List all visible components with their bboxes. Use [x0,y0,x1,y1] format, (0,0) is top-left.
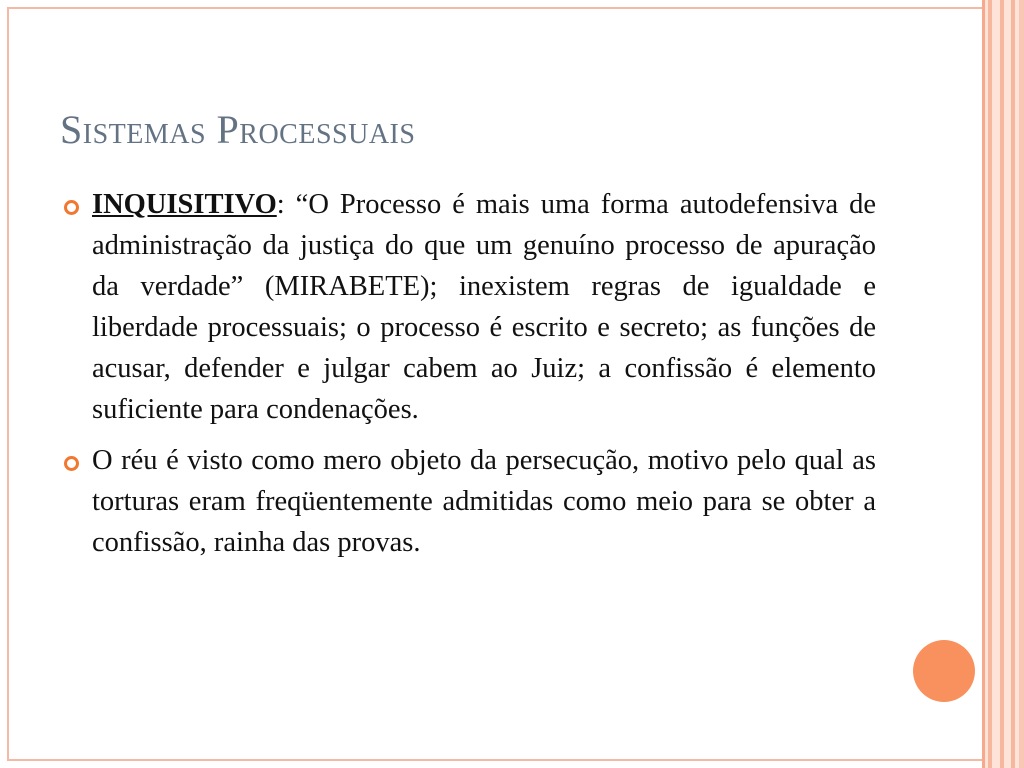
bullet-circle-icon [64,200,79,215]
right-stripe [982,0,985,768]
right-stripe [1011,0,1015,768]
frame-left-border [7,7,9,761]
bullet-text: O réu é visto como mero objeto da persecução, motivo pelo qual as torturas eram freqüentemente admitidas como meio para se obter a confissão, rainha das provas. [92,445,876,558]
frame-top-border [7,7,989,9]
bullet-circle-icon [64,456,79,471]
right-stripe [988,0,992,768]
right-stripe [1019,0,1024,768]
right-stripe [1000,0,1004,768]
bullet-item-inquisitivo [64,184,876,430]
frame-bottom-border [7,759,989,761]
bullet-list [64,184,876,573]
decorative-circle [913,640,975,702]
bullet-item-reu [64,440,876,563]
bullet-term: INQUISITIVO [92,189,277,220]
bullet-text: : “O Processo é mais uma forma autodefensiva de administração da justiça do que um genuíno processo de apuração da verdade” (MIRABETE); inexistem regras de igualdade e liberdade processuais; o processo é escrito e secreto; as funções de acusar, defender e julgar cabem ao Juiz; a confissão é elemento suficiente para condenações. [92,189,876,425]
slide-title: Sistemas Processuais [60,107,416,152]
